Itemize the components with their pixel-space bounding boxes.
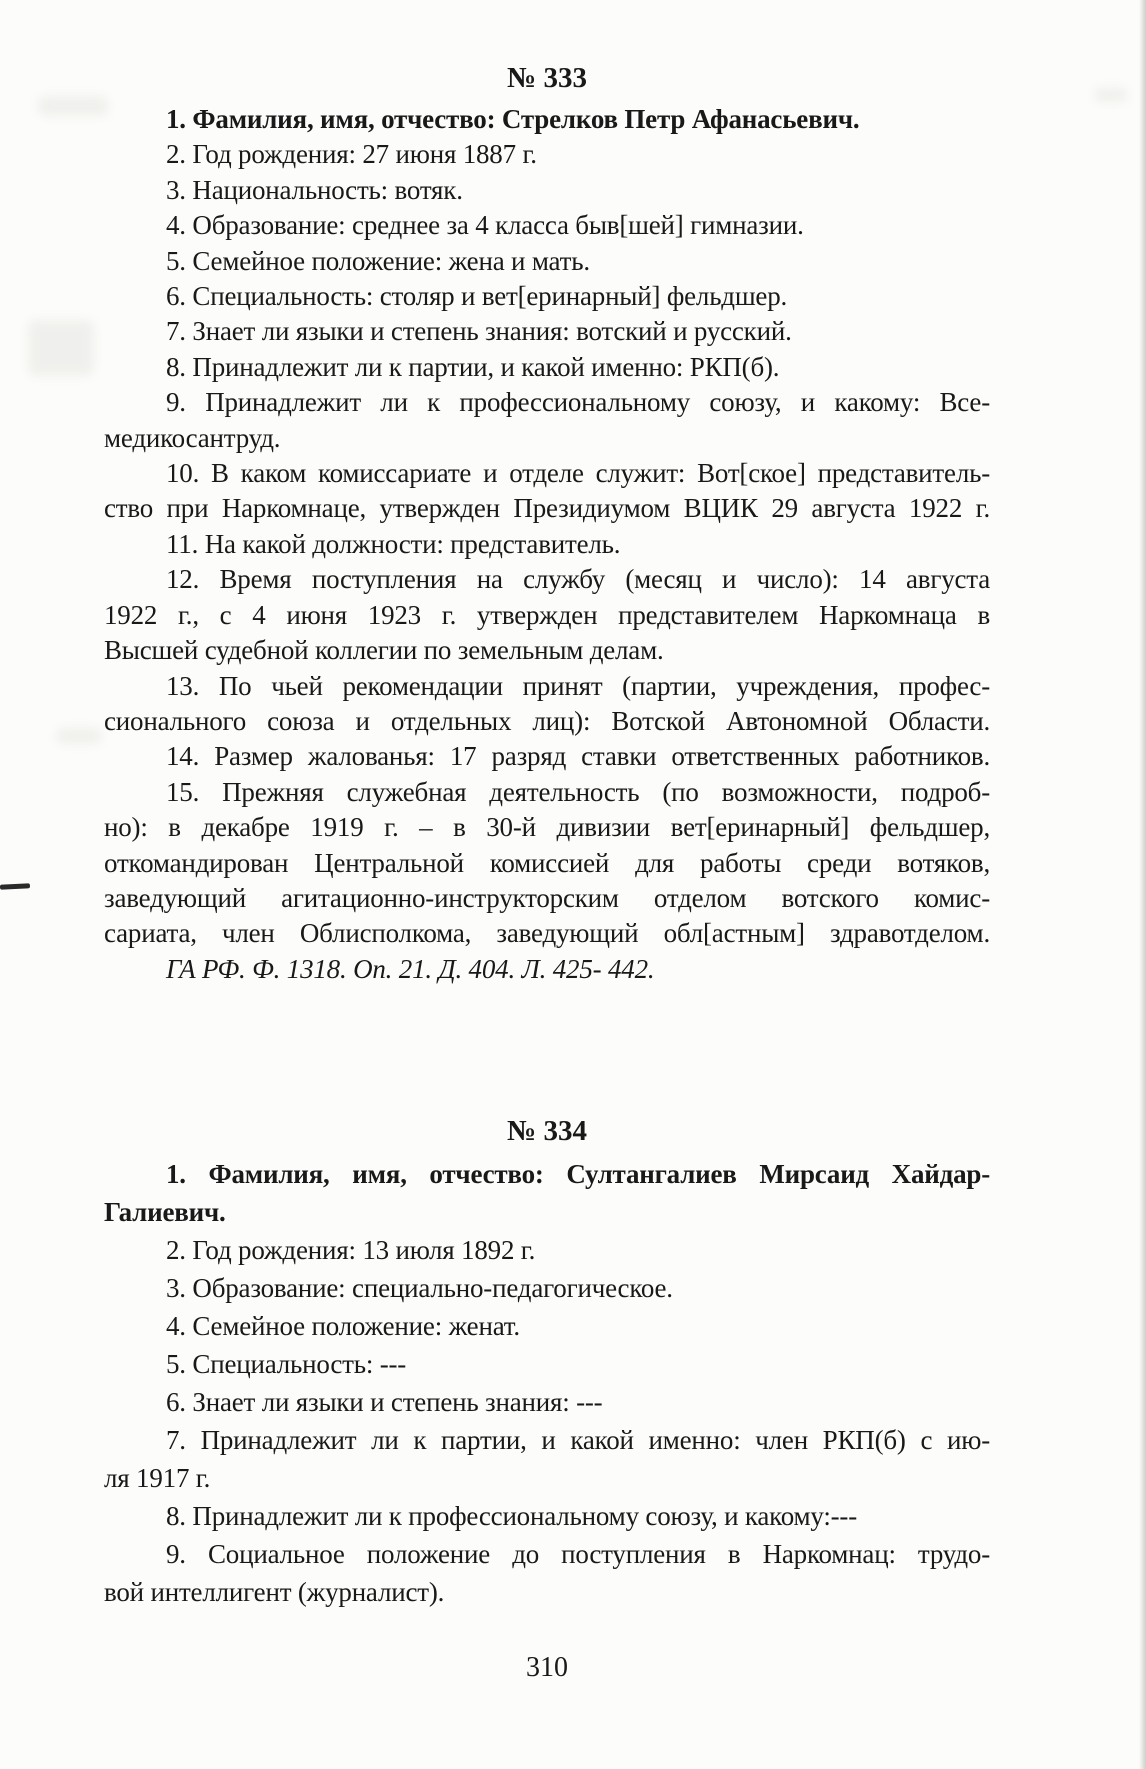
text-line: заведующий агитационно-инструкторским отделом вотского комис- bbox=[104, 882, 990, 913]
text-line: вой интеллигент (журналист). bbox=[104, 1577, 445, 1608]
text-line: 2. Год рождения: 13 июля 1892 г. bbox=[166, 1235, 536, 1266]
text-line: 4. Образование: среднее за 4 класса быв[шей] гимназии. bbox=[166, 210, 804, 241]
text-line: 5. Специальность: --- bbox=[166, 1349, 407, 1380]
record-333 bbox=[104, 0, 990, 987]
text-line: 1. Фамилия, имя, отчество: Стрелков Петр Афанасьевич. bbox=[166, 104, 860, 134]
text-line: откомандирован Центральной комиссией для работы среди вотяков, bbox=[104, 847, 990, 878]
record-333-body bbox=[104, 102, 990, 987]
text-line: ля 1917 г. bbox=[104, 1463, 211, 1494]
text-line: 7. Знает ли языки и степень знания: вотский и русский. bbox=[166, 316, 792, 347]
text-line: 13. По чьей рекомендации принят (партии, учреждения, профес- bbox=[166, 670, 990, 701]
scan-smudge-artifact bbox=[38, 96, 108, 116]
text-line: 3. Образование: специально-педагогическое. bbox=[166, 1273, 673, 1304]
text-line: 15. Прежняя служебная деятельность (по возможности, подроб- bbox=[166, 776, 990, 807]
text-line: Высшей судебной коллегии по земельным делам. bbox=[104, 635, 664, 666]
page-number: 310 bbox=[526, 1652, 568, 1683]
text-line: 1. Фамилия, имя, отчество: Султангалиев Мирсаид Хайдар- bbox=[166, 1159, 990, 1190]
text-line: ГА РФ. Ф. 1318. Оп. 21. Д. 404. Л. 425- 442. bbox=[166, 953, 655, 984]
text-line: 9. Социальное положение до поступления в Наркомнац: трудо- bbox=[166, 1539, 990, 1570]
text-line: 1922 г., с 4 июня 1923 г. утвержден представителем Наркомнаца в bbox=[104, 599, 990, 630]
text-line: 7. Принадлежит ли к партии, и какой именно: член РКП(б) с ию- bbox=[166, 1425, 990, 1456]
text-line: 5. Семейное положение: жена и мать. bbox=[166, 245, 590, 276]
record-333-header: № 333 bbox=[507, 62, 587, 94]
text-line: 6. Специальность: столяр и вет[еринарный] фельдшер. bbox=[166, 281, 788, 312]
text-line: 9. Принадлежит ли к профессиональному союзу, и какому: Все- bbox=[166, 387, 990, 418]
page-edge-shadow bbox=[1139, 0, 1146, 1769]
text-line: Галиевич. bbox=[104, 1197, 226, 1228]
text-line: 6. Знает ли языки и степень знания: --- bbox=[166, 1387, 603, 1418]
text-line: сионального союза и отдельных лиц): Вотской Автономной Области. bbox=[104, 705, 990, 736]
text-line: 11. На какой должности: представитель. bbox=[166, 528, 621, 559]
scan-smudge-artifact bbox=[1094, 88, 1128, 102]
text-line: 4. Семейное положение: женат. bbox=[166, 1311, 520, 1342]
text-line: 2. Год рождения: 27 июня 1887 г. bbox=[166, 139, 537, 170]
record-334-header: № 334 bbox=[507, 1115, 587, 1148]
text-line: но): в декабре 1919 г. – в 30-й дивизии вет[еринарный] фельдшер, bbox=[104, 812, 990, 843]
text-line: 14. Размер жалованья: 17 разряд ставки ответственных работников. bbox=[166, 741, 990, 772]
text-line: медикосантруд. bbox=[104, 422, 281, 453]
record-334-body bbox=[104, 1155, 990, 1611]
text-line: сариата, член Облисполкома, заведующий обл[астным] здравотделом. bbox=[104, 918, 990, 949]
text-line: ство при Наркомнаце, утвержден Президиумом ВЦИК 29 августа 1922 г. bbox=[104, 493, 990, 524]
scan-smudge-artifact bbox=[28, 320, 94, 376]
record-334 bbox=[104, 1113, 990, 1611]
text-line: 12. Время поступления на службу (месяц и число): 14 августа bbox=[166, 564, 990, 595]
text-line: 8. Принадлежит ли к партии, и какой именно: РКП(б). bbox=[166, 351, 780, 382]
scan-smudge-artifact bbox=[56, 728, 102, 744]
text-line: 10. В каком комиссариате и отделе служит: Вот[ское] представитель- bbox=[166, 458, 990, 489]
text-line: 8. Принадлежит ли к профессиональному союзу, и какому:--- bbox=[166, 1501, 857, 1532]
scan-dash-artifact bbox=[0, 883, 30, 890]
text-line: 3. Национальность: вотяк. bbox=[166, 174, 463, 205]
